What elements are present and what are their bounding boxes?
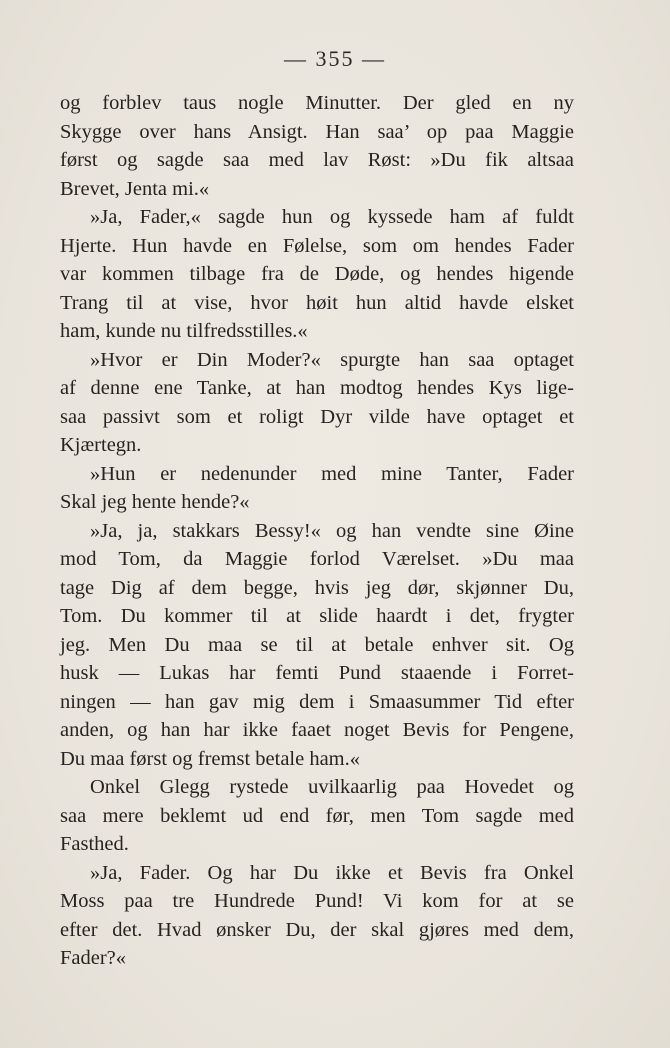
text-line: Fader?« (60, 947, 127, 969)
text-line: ham, kunde nu tilfredsstilles.« (60, 320, 308, 342)
text-line: var kommen tilbage fra de Døde, og hendes higende (60, 263, 574, 285)
text-line: anden, og han har ikke faaet noget Bevis for Pengene, (60, 719, 574, 741)
text-line: saa mere beklemt ud end før, men Tom sagde med (60, 804, 574, 827)
text-line: mod Tom, da Maggie forlod Værelset. »Du maa (60, 548, 574, 570)
text-line: først og sagde saa med lav Røst: »Du fik altsaa (60, 149, 574, 171)
text-line: efter det. Hvad ønsker Du, der skal gjøres med dem, (60, 918, 574, 941)
text-line: saa passivt som et roligt Dyr vilde have optaget et (60, 405, 574, 428)
page-number: — 355 — (284, 46, 386, 71)
text-line: Kjærtegn. (60, 434, 142, 456)
text-line: husk — Lukas har femti Pund staaende i Forret- (60, 662, 574, 684)
text-line: Hjerte. Hun havde en Følelse, som om hendes Fader (60, 234, 574, 257)
text-line: Skygge over hans Ansigt. Han saa’ op paa Maggie (60, 120, 574, 143)
body-text (60, 89, 574, 973)
text-line: »Ja, Fader,« sagde hun og kyssede ham af fuldt (90, 206, 574, 228)
text-line: og forblev taus nogle Minutter. Der gled en ny (60, 92, 574, 114)
text-line: Moss paa tre Hundrede Pund! Vi kom for at se (60, 890, 574, 912)
text-line: »Ja, Fader. Og har Du ikke et Bevis fra Onkel (90, 861, 574, 884)
text-line: »Hvor er Din Moder?« spurgte han saa optaget (90, 348, 574, 371)
text-line: tage Dig af dem begge, hvis jeg dør, skjønner Du, (60, 576, 574, 599)
text-line: Tom. Du kommer til at slide haardt i det, frygter (60, 605, 574, 627)
text-line: Brevet, Jenta mi.« (60, 177, 210, 200)
text-line: ningen — han gav mig dem i Smaasummer Tid efter (60, 690, 574, 713)
text-line: af denne ene Tanke, at han modtog hendes Kys lige- (60, 377, 574, 399)
text-line: Fasthed. (60, 833, 129, 855)
text-line: jeg. Men Du maa se til at betale enhver sit. Og (60, 633, 574, 656)
text-line: »Ja, ja, stakkars Bessy!« og han vendte sine Øine (90, 519, 574, 542)
text-line: »Hun er nedenunder med mine Tanter, Fader (90, 462, 574, 485)
text-line: Trang til at vise, hvor høit hun altid havde elsket (60, 291, 574, 314)
text-line: Onkel Glegg rystede uvilkaarlig paa Hovedet og (90, 776, 574, 798)
text-line: Skal jeg hente hende?« (60, 491, 250, 513)
text-line: Du maa først og fremst betale ham.« (60, 747, 361, 770)
